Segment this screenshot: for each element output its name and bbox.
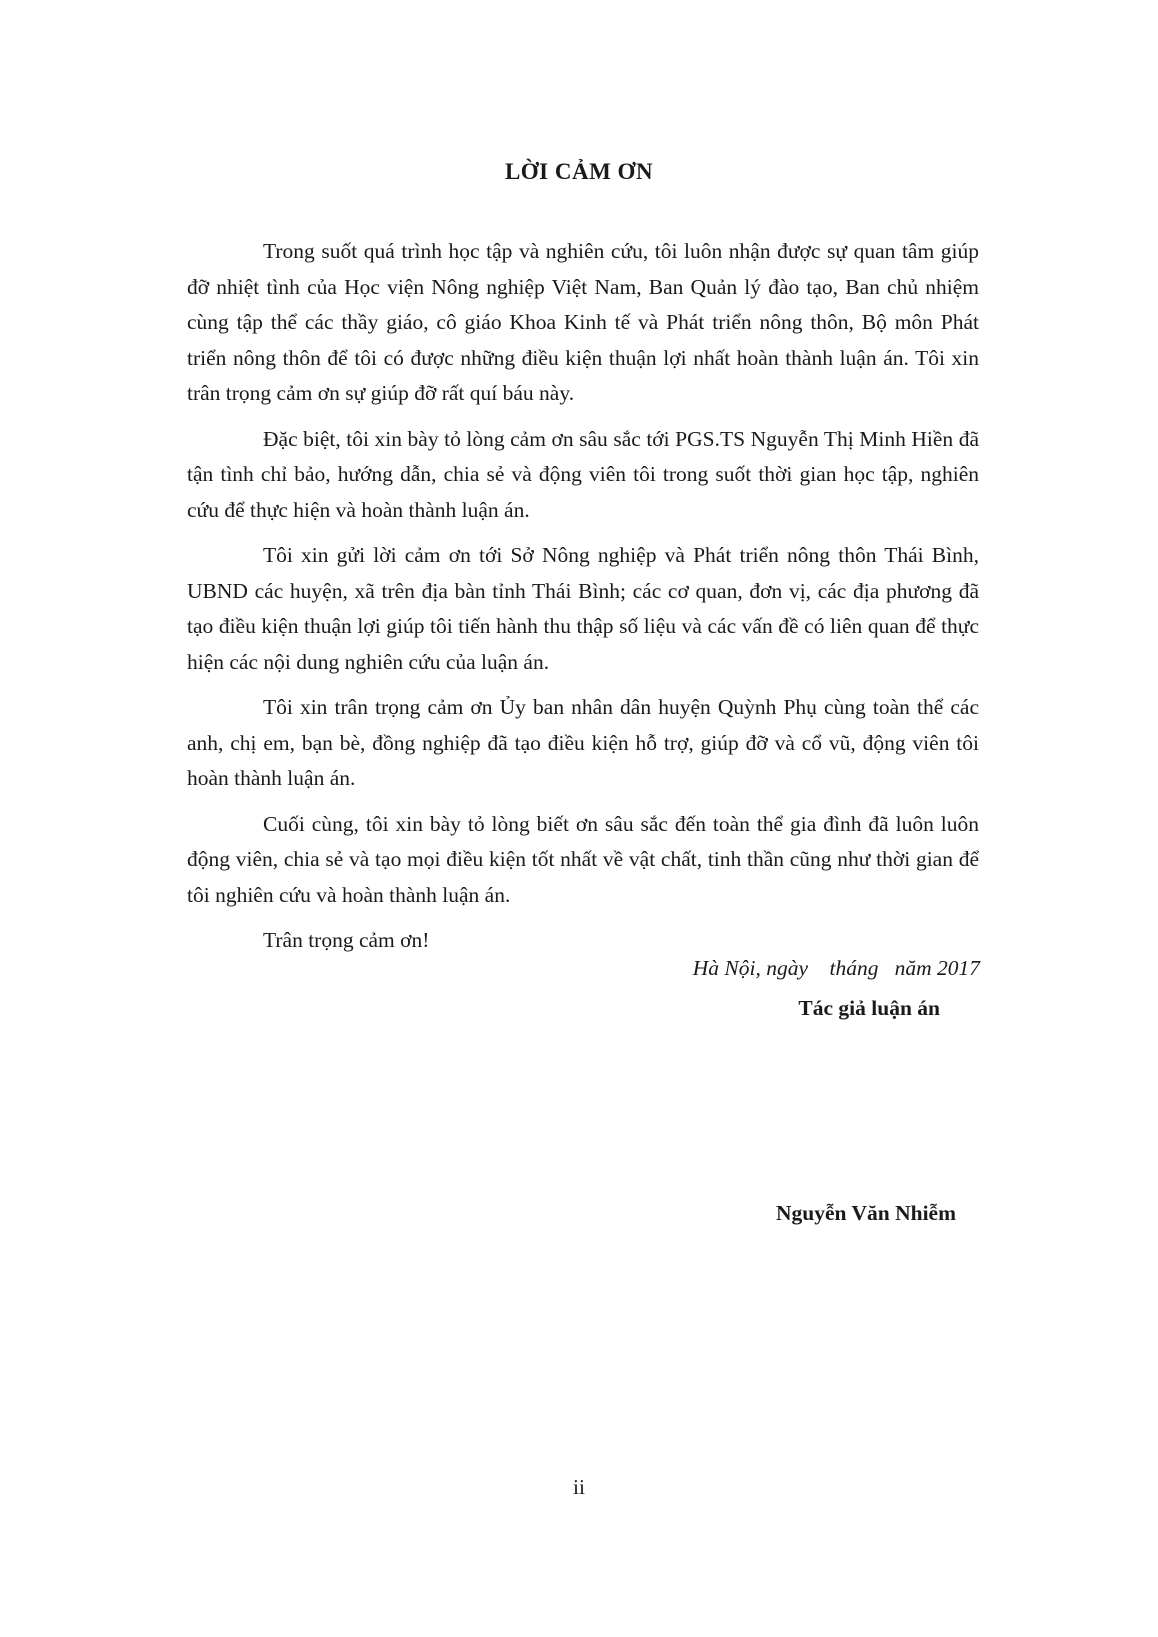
paragraph: Cuối cùng, tôi xin bày tỏ lòng biết ơn sâu sắc đến toàn thể gia đình đã luôn luôn động viên, chia sẻ và tạo mọi điều kiện tốt nhất về vật chất, tinh thần cũng như thời gian để tôi nghiên cứu và hoàn thành luận án.	[187, 811, 979, 907]
paragraph: Tôi xin trân trọng cảm ơn Ủy ban nhân dân huyện Quỳnh Phụ cùng toàn thể các anh, chị em, bạn bè, đồng nghiệp đã tạo điều kiện hỗ trợ, giúp đỡ và cổ vũ, động viên tôi hoàn thành luận án.	[187, 695, 979, 790]
signature-role: Tác giả luận án	[798, 996, 940, 1020]
paragraph: Trong suốt quá trình học tập và nghiên cứu, tôi luôn nhận được sự quan tâm giúp đỡ nhiệt tình của Học viện Nông nghiệp Việt Nam, Ban Quản lý đào tạo, Ban chủ nhiệm cùng tập thể các thầy giáo, cô giáo Khoa Kinh tế và Phát triển nông thôn, Bộ môn Phát triển nông thôn để tôi có được những điều kiện thuận lợi nhất hoàn thành luận án. Tôi xin trân trọng cảm ơn sự giúp đỡ rất quí báu này.	[187, 239, 979, 405]
paragraph: Đặc biệt, tôi xin bày tỏ lòng cảm ơn sâu sắc tới PGS.TS Nguyễn Thị Minh Hiền đã tận tình chỉ bảo, hướng dẫn, chia sẻ và động viên tôi trong suốt thời gian học tập, nghiên cứu để thực hiện và hoàn thành luận án.	[187, 426, 979, 522]
paragraph: Tôi xin gửi lời cảm ơn tới Sở Nông nghiệp và Phát triển nông thôn Thái Bình, UBND các huyện, xã trên địa bàn tỉnh Thái Bình; các cơ quan, đơn vị, các địa phương đã tạo điều kiện thuận lợi giúp tôi tiến hành thu thập số liệu và các vấn đề có liên quan để thực hiện các nội dung nghiên cứu của luận án.	[187, 543, 979, 674]
page-number: ii	[573, 1475, 585, 1499]
signature-name: Nguyễn Văn Nhiễm	[776, 1201, 956, 1225]
acknowledgement-body	[187, 234, 979, 969]
signature-date: Hà Nội, ngày tháng năm 2017	[692, 956, 980, 980]
closing-line: Trân trọng cảm ơn!	[263, 928, 430, 952]
page-title: LỜI CẢM ƠN	[504, 159, 654, 184]
